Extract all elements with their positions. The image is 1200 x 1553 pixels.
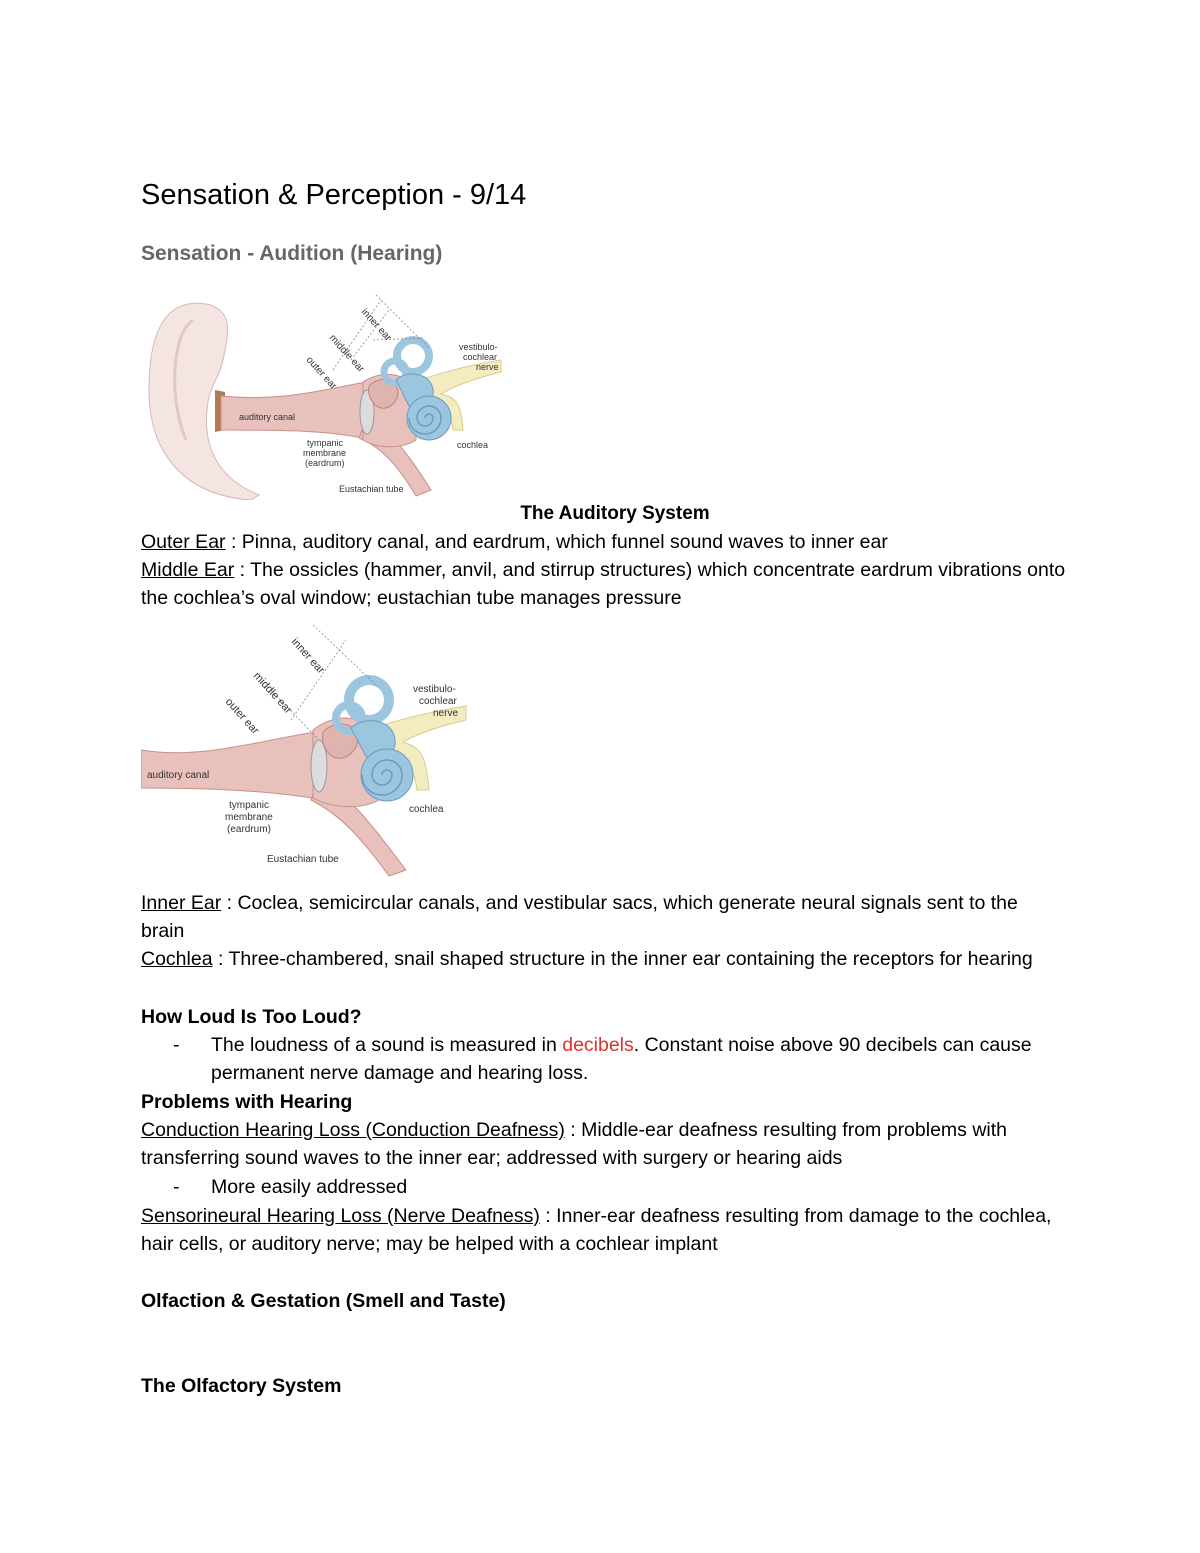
page-title: Sensation & Perception - 9/14 [141,179,527,211]
label-tympanic-1: tympanic [229,800,270,811]
label-inner-ear: inner ear [358,306,394,344]
label-eustachian: Eustachian tube [339,484,404,494]
problems-heading: Problems with Hearing [141,1091,353,1113]
inner-ear-text: : Coclea, semicircular canals, and vestibular sacs, which generate neural signals sent to the brain [141,892,1018,943]
label-nerve-3: nerve [433,708,459,719]
term-conduction: Conduction Hearing Loss (Conduction Deafness) [141,1119,565,1141]
bullet-dash: - [173,1034,180,1056]
label-tympanic-3: (eardrum) [305,458,345,468]
conduction-definition [141,1116,1066,1173]
label-tympanic-1: tympanic [307,438,344,448]
how-loud-bullet-item [141,1031,1066,1088]
label-eustachian: Eustachian tube [267,854,339,865]
label-nerve-2: cochlear [419,696,457,707]
term-middle-ear: Middle Ear [141,559,235,581]
how-loud-heading: How Loud Is Too Loud? [141,1006,362,1028]
label-nerve-1: vestibulo- [459,342,498,352]
label-inner-ear: inner ear [288,635,327,677]
label-tympanic-2: membrane [303,448,347,458]
conduction-text: : Middle-ear deafness resulting from problems with transferring sound waves to the inner ear; addressed with surgery or hearing aids [141,1119,1008,1170]
decibels-highlight: decibels [562,1034,634,1056]
label-nerve-2: cochlear [463,352,498,362]
label-nerve-3: nerve [476,362,499,372]
inner-ear-definition [141,889,1066,946]
label-middle-ear: middle ear [250,669,295,717]
conduction-bullet-item [141,1173,1066,1201]
outer-ear-text: : Pinna, auditory canal, and eardrum, which funnel sound waves to inner ear [225,531,888,553]
cochlea-text: : Three-chambered, snail shaped structure in the inner ear containing the receptors for hearing [212,948,1033,970]
cochlea-definition [141,945,1066,973]
auditory-canal-shape [221,382,371,440]
label-tympanic-2: membrane [225,812,273,823]
how-loud-text-after: . Constant noise above 90 decibels can cause permanent nerve damage and hearing loss. [211,1034,1032,1085]
middle-ear-definition [141,556,1066,613]
label-auditory-canal: auditory canal [239,412,296,422]
term-sensorineural: Sensorineural Hearing Loss (Nerve Deafness) [141,1205,540,1227]
outer-ear-definition [141,528,1066,556]
sensorineural-definition [141,1202,1066,1259]
label-middle-ear: middle ear [326,332,367,375]
label-outer-ear: outer ear [222,695,262,737]
cochlea-shape [361,749,413,801]
term-inner-ear: Inner Ear [141,892,222,914]
conduction-bullet-text: More easily addressed [211,1176,408,1198]
auditory-system-diagram [141,290,506,500]
label-cochlea: cochlea [457,440,489,450]
term-outer-ear: Outer Ear [141,531,226,553]
label-nerve-1: vestibulo- [413,684,456,695]
figure-caption: The Auditory System [520,503,710,524]
term-cochlea: Cochlea [141,948,213,970]
label-outer-ear: outer ear [303,354,339,392]
section-subtitle: Sensation - Audition (Hearing) [141,242,443,265]
olfactory-system-heading: The Olfactory System [141,1375,342,1397]
middle-ear-text: : The ossicles (hammer, anvil, and stirrup structures) which concentrate eardrum vibrations onto the cochlea’s oval window; eustachian tube manages pressure [141,559,1066,610]
bullet-dash: - [173,1176,180,1198]
label-tympanic-3: (eardrum) [227,824,271,835]
ear-detail-diagram [141,620,471,878]
olfaction-heading: Olfaction & Gestation (Smell and Taste) [141,1290,506,1312]
sensorineural-text: : Inner-ear deafness resulting from damage to the cochlea, hair cells, or auditory nerve; may be helped with a cochlear implant [141,1205,1052,1256]
how-loud-text-before: The loudness of a sound is measured in [211,1034,563,1056]
label-cochlea: cochlea [409,804,444,815]
auditory-canal-shape [141,732,323,800]
how-loud-bullet-text [211,1031,1066,1088]
label-auditory-canal: auditory canal [147,770,210,781]
semicircular-canal [349,680,389,720]
